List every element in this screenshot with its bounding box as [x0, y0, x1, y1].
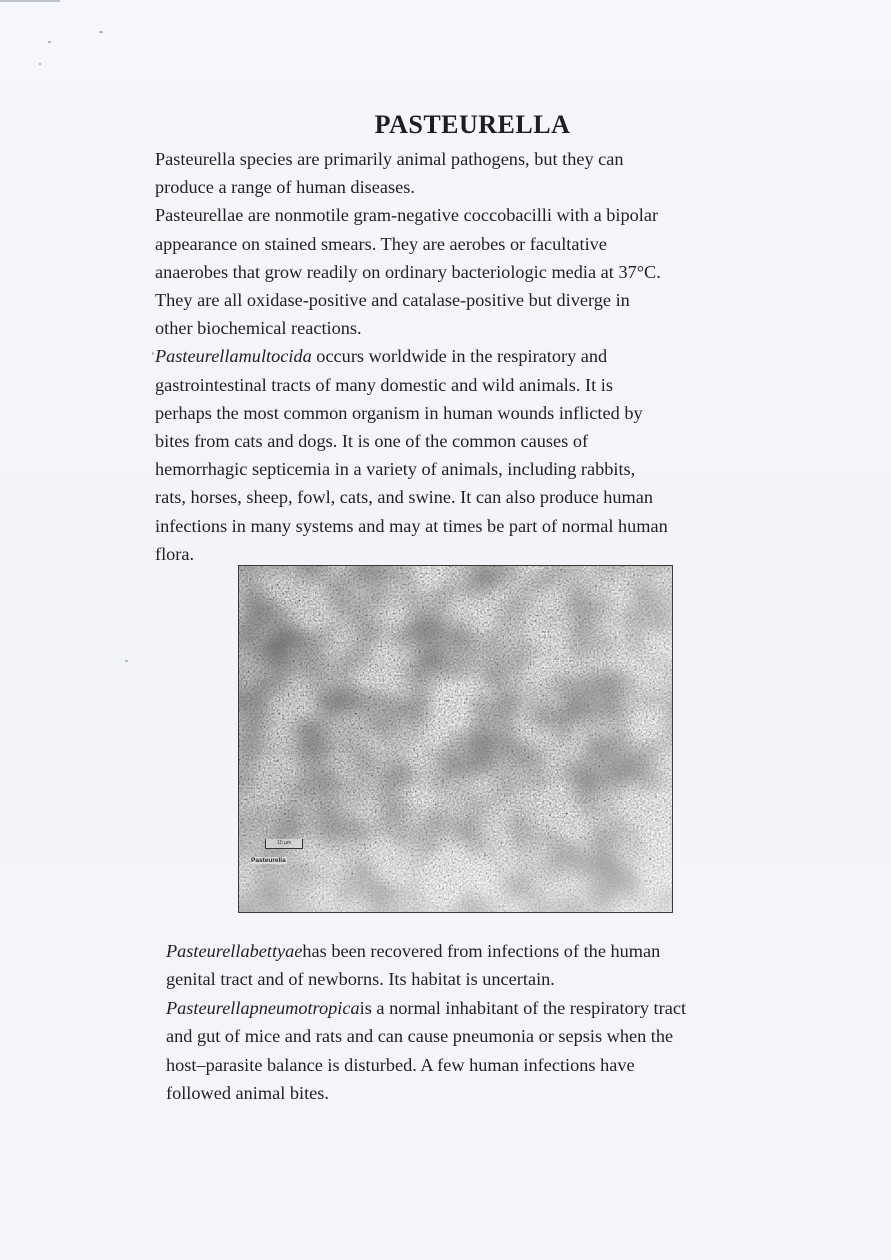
text-line: [155, 483, 755, 511]
text-line: [155, 173, 755, 201]
text-run: perhaps the most common organism in human wounds inflicted by: [155, 402, 643, 423]
text-line: [155, 512, 755, 540]
text-line: [166, 994, 766, 1022]
text-line: [166, 1022, 766, 1050]
text-line: [155, 455, 755, 483]
text-run: hemorrhagic septicemia in a variety of animals, including rabbits,: [155, 459, 636, 480]
species-name: Pasteurellabettyae: [166, 941, 303, 961]
text-run: They are all oxidase-positive and catalase-positive but diverge in: [155, 290, 630, 311]
scale-bar: 10 µm: [265, 839, 303, 849]
text-run: flora.: [155, 543, 195, 564]
intro-text-block: [155, 145, 755, 568]
text-line: [166, 965, 766, 993]
species-name: Pasteurellamultocida: [155, 346, 312, 367]
micrograph-figure: [238, 565, 673, 913]
text-run: has been recovered from infections of the human: [302, 941, 661, 961]
text-run: genital tract and of newborns. Its habitat is uncertain.: [166, 969, 555, 990]
scan-edge-mark: [0, 0, 60, 2]
text-line: [166, 1051, 766, 1079]
text-line: [155, 258, 755, 286]
text-run: and gut of mice and rats and can cause pneumonia or sepsis when the: [166, 1026, 674, 1047]
text-line: [155, 286, 755, 314]
text-run: anaerobes that grow readily on ordinary bacteriologic media at 37°C.: [155, 261, 661, 282]
scan-speck: [39, 63, 41, 65]
text-run: infections in many systems and may at times be part of normal human: [155, 515, 668, 536]
text-run: followed animal bites.: [166, 1083, 329, 1104]
species-text-block: [166, 937, 766, 1107]
text-line: [155, 399, 755, 427]
text-line: [166, 1079, 766, 1107]
text-line: [155, 201, 755, 229]
text-run: Pasteurella species are primarily animal pathogens, but they can: [155, 149, 624, 169]
text-run: appearance on stained smears. They are aerobes or facultative: [155, 233, 607, 254]
text-run: rats, horses, sheep, fowl, cats, and swine. It can also produce human: [155, 487, 654, 508]
text-run: host–parasite balance is disturbed. A few human infections have: [166, 1054, 635, 1075]
micrograph-image: [239, 566, 672, 912]
scan-speck: [99, 31, 103, 33]
page-title: PASTEURELLA: [374, 110, 571, 139]
text-line: [166, 937, 766, 965]
figure-label: Pasteurella: [251, 857, 286, 864]
scan-speck: [152, 352, 154, 355]
text-run: occurs worldwide in the respiratory and: [311, 346, 608, 367]
text-line: [155, 314, 755, 342]
text-run: is a normal inhabitant of the respiratory tract: [359, 997, 687, 1018]
text-line: [155, 540, 755, 568]
text-run: other biochemical reactions.: [155, 318, 362, 339]
text-run: produce a range of human diseases.: [155, 177, 415, 198]
text-line: [155, 230, 755, 258]
text-run: gastrointestinal tracts of many domestic and wild animals. It is: [155, 374, 613, 395]
text-line: [155, 427, 755, 455]
text-line: [155, 145, 755, 173]
text-line: [155, 342, 755, 370]
scan-speck: [125, 660, 128, 662]
text-run: bites from cats and dogs. It is one of the common causes of: [155, 431, 589, 452]
species-name: Pasteurellapneumotropica: [166, 997, 360, 1018]
scan-speck: [48, 41, 51, 43]
text-line: [155, 371, 755, 399]
text-run: Pasteurellae are nonmotile gram-negative coccobacilli with a bipolar: [155, 205, 659, 226]
